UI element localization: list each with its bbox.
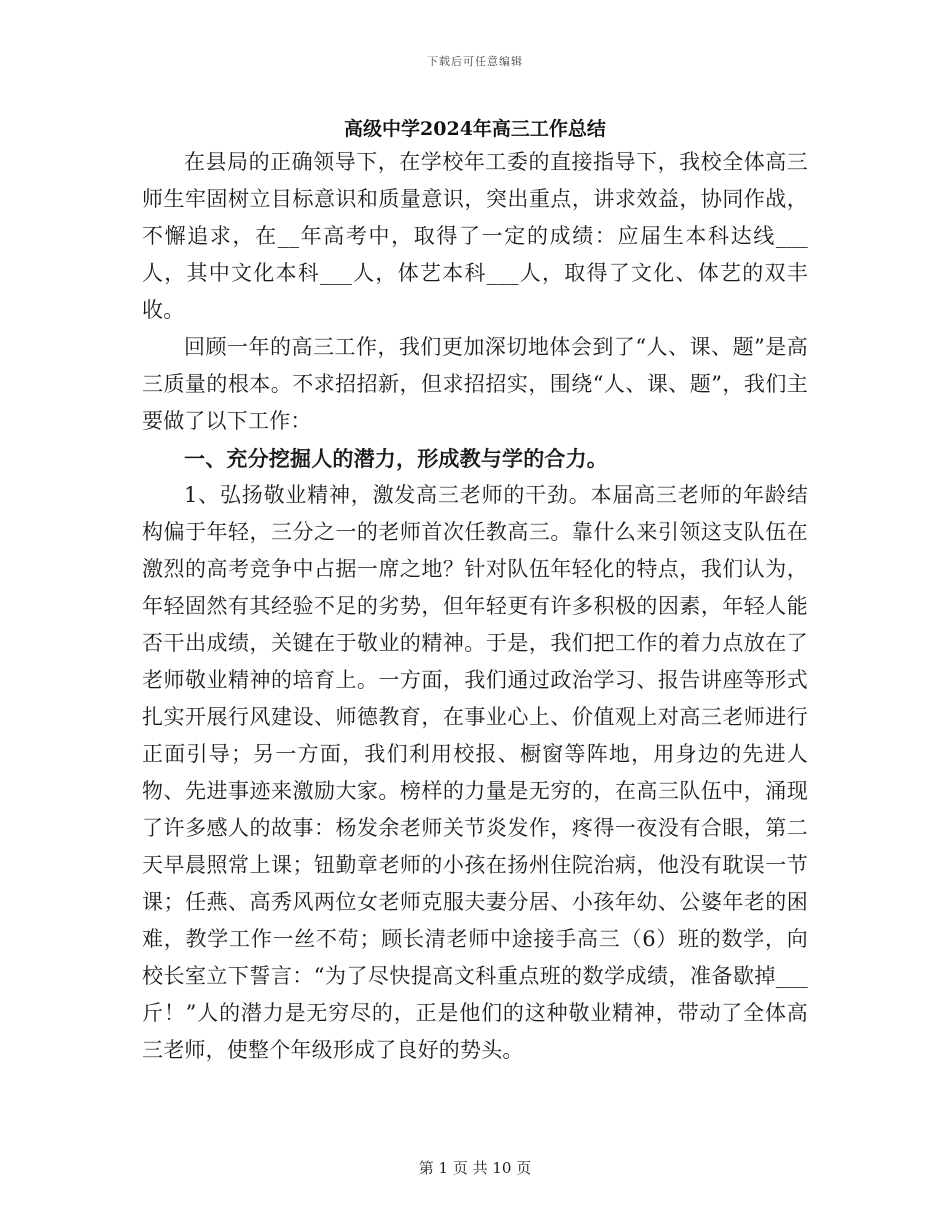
section-heading-1: 一、充分挖掘人的潜力，形成教与学的合力。	[184, 446, 608, 471]
paragraph-intro: 在县局的正确领导下，在学校年工委的直接指导下，我校全体高三师生牢固树立目标意识和质量意识，突出重点，讲求效益，协同作战，不懈追求，在__年高考中，取得了一定的成绩：应届生本科达线___人，其中文化本科___人，体艺本科___人，取得了文化、体艺的双丰收。	[142, 150, 808, 322]
page-number: 第 1 页 共 10 页	[418, 1159, 532, 1177]
header-note: 下载后可任意编辑	[427, 55, 523, 68]
paragraph-dedication: 1、弘扬敬业精神，激发高三老师的干劲。本届高三老师的年龄结构偏于年轻，三分之一的老师首次任教高三。靠什么来引领这支队伍在激烈的高考竞争中占据一席之地？针对队伍年轻化的特点，我们认为，年轻固然有其经验不足的劣势，但年轻更有许多积极的因素，年轻人能否干出成绩，关键在于敬业的精神。于是，我们把工作的着力点放在了老师敬业精神的培育上。一方面，我们通过政治学习、报告讲座等形式扎实开展行风建设、师德教育，在事业心上、价值观上对高三老师进行正面引导；另一方面，我们利用校报、橱窗等阵地，用身边的先进人物、先进事迹来激励大家。榜样的力量是无穷的，在高三队伍中，涌现了许多感人的故事：杨发余老师关节炎发作，疼得一夜没有合眼，第二天早晨照常上课；钮勤章老师的小孩在扬州住院治病，他没有耽误一节课；任燕、高秀风两位女老师克服夫妻分居、小孩年幼、公婆年老的困难，教学工作一丝不苟；顾长清老师中途接手高三（6）班的数学，向校长室立下誓言：“为了尽快提高文科重点班的数学成绩，准备歇掉___斤！”人的潜力是无穷尽的，正是他们的这种敬业精神，带动了全体高三老师，使整个年级形成了良好的势头。	[142, 483, 808, 1062]
document-title: 高级中学2024年高三工作总结	[344, 118, 606, 140]
document-body	[142, 144, 808, 1069]
paragraph-review: 回顾一年的高三工作，我们更加深切地体会到了“人、课、题”是高三质量的根本。不求招招新，但求招招实，围绕“人、课、题”，我们主要做了以下工作：	[142, 335, 808, 433]
